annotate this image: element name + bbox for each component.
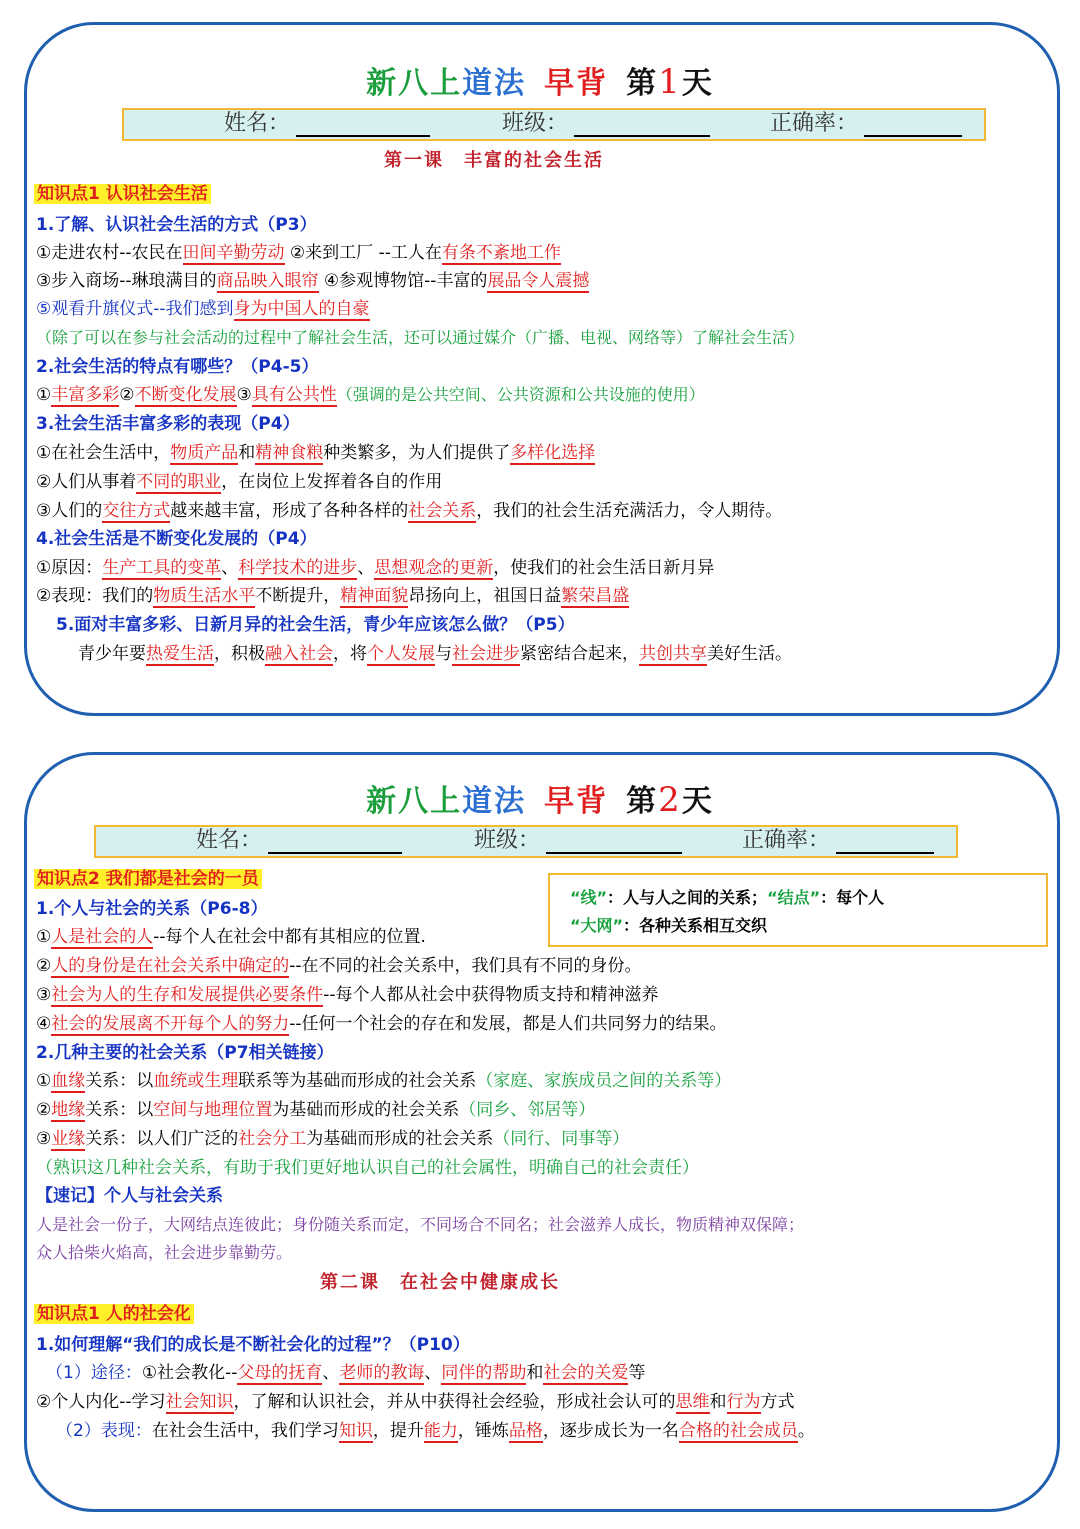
name-blank[interactable]: [268, 832, 402, 854]
rate-blank[interactable]: [836, 832, 934, 854]
quick-memo-header: 【速记】个人与社会关系: [36, 1186, 223, 1206]
class-blank[interactable]: [546, 832, 682, 854]
question-3: 1.如何理解“我们的成长是不断社会化的过程”？（P10）: [36, 1335, 470, 1355]
name-label: 姓名：: [224, 111, 291, 136]
class-label: 班级：: [502, 111, 569, 136]
text-line: ②人的身份是在社会关系中确定的--在不同的社会关系中，我们具有不同的身份。: [36, 956, 642, 976]
class-label: 班级：: [474, 828, 541, 853]
note-line: （熟识这几种社会关系，有助于我们更好地认识自己的社会属性，明确自己的社会责任）: [36, 1158, 699, 1178]
text-line: ①血缘关系：以血统或生理联系等为基础而形成的社会关系（家庭、家族成员之间的关系等）: [36, 1071, 732, 1091]
text-line: ③业缘关系：以人们广泛的社会分工为基础而形成的社会关系（同行、同事等）: [36, 1129, 630, 1149]
knowledge-point-header: 知识点1 人的社会化: [34, 1301, 194, 1327]
text-line: ①丰富多彩②不断变化发展③具有公共性（强调的是公共空间、公共资源和公共设施的使用）: [36, 385, 705, 405]
text-line: ⑤观看升旗仪式--我们感到身为中国人的自豪: [36, 299, 370, 319]
day1-title: 新八上道法 早背 第1天: [366, 62, 714, 102]
text-line: ①人是社会的人--每个人在社会中都有其相应的位置.: [36, 927, 426, 947]
text-line: 青少年要热爱生活，积极融入社会，将个人发展与社会进步紧密结合起来，共创共享美好生活。: [78, 644, 792, 664]
memo-line: 人是社会一份子，大网结点连彼此；身份随关系而定，不同场合不同名；社会滋养人成长，物质精神双保障；: [36, 1215, 805, 1234]
day2-title: 新八上道法 早背 第2天: [366, 780, 714, 820]
text-line: ③步入商场--琳琅满目的商品映入眼帘 ④参观博物馆--丰富的展品令人震撼: [36, 271, 590, 291]
text-line: ③社会为人的生存和发展提供必要条件--每个人都从社会中获得物质支持和精神滋养: [36, 985, 659, 1005]
text-line: ①在社会生活中，物质产品和精神食粮种类繁多，为人们提供了多样化选择: [36, 443, 596, 463]
day1-name-bar: [122, 108, 986, 141]
question-4: 4.社会生活是不断变化发展的（P4）: [36, 529, 317, 549]
rate-blank[interactable]: [864, 115, 962, 137]
text-line: ③人们的交往方式越来越丰富，形成了各种各样的社会关系，我们的社会生活充满活力，令人期待。: [36, 501, 783, 521]
knowledge-point-header: 知识点2 我们都是社会的一员: [34, 866, 262, 892]
text-line: ④社会的发展离不开每个人的努力--任何一个社会的存在和发展，都是人们共同努力的结果。: [36, 1014, 727, 1034]
question-5: 5.面对丰富多彩、日新月异的社会生活，青少年应该怎么做？（P5）: [56, 615, 575, 635]
question-2: 2.几种主要的社会关系（P7相关链接）: [36, 1043, 334, 1063]
class-blank[interactable]: [574, 115, 710, 137]
name-label: 姓名：: [196, 828, 263, 853]
name-blank[interactable]: [296, 115, 430, 137]
text-line: ②地缘关系：以空间与地理位置为基础而形成的社会关系（同乡、邻居等）: [36, 1100, 596, 1120]
rate-label: 正确率：: [770, 111, 859, 136]
knowledge-point-header: 知识点1 认识社会生活: [34, 181, 211, 207]
text-line: ①原因：生产工具的变革、科学技术的进步、思想观念的更新，使我们的社会生活日新月异: [36, 558, 715, 578]
text-line: ②表现：我们的物质生活水平不断提升，精神面貌昂扬向上，祖国日益繁荣昌盛: [36, 586, 630, 606]
day2-name-bar: [94, 825, 958, 858]
question-2: 2.社会生活的特点有哪些？（P4-5）: [36, 357, 319, 377]
question-1: 1.了解、认识社会生活的方式（P3）: [36, 215, 317, 235]
text-line: （1）途径：①社会教化--父母的抚育、老师的教诲、同伴的帮助和社会的关爱等: [46, 1363, 646, 1383]
text-line: ②个人内化--学习社会知识，了解和认识社会，并从中获得社会经验，形成社会认可的思维和行为方式: [36, 1392, 795, 1412]
rate-label: 正确率：: [742, 828, 831, 853]
text-line: （2）表现：在社会生活中，我们学习知识，提升能力，锤炼品格，逐步成长为一名合格的社会成员。: [56, 1421, 815, 1441]
note-line: （除了可以在参与社会活动的过程中了解社会生活，还可以通过媒介（广播、电视、网络等）了解社会生活）: [36, 328, 805, 347]
text-line: ①走进农村--农民在田间辛勤劳动 ②来到工厂 --工人在有条不紊地工作: [36, 243, 561, 263]
lesson-title: 第二课 在社会中健康成长: [320, 1272, 560, 1293]
network-note-box: “线”：人与人之间的关系；“结点”：每个人 “大网”：各种关系相互交织: [548, 873, 1048, 947]
memo-line: 众人拾柴火焰高，社会进步靠勤劳。: [36, 1243, 293, 1262]
question-3: 3.社会生活丰富多彩的表现（P4）: [36, 414, 300, 434]
text-line: ②人们从事着不同的职业，在岗位上发挥着各自的作用: [36, 472, 443, 492]
lesson-title: 第一课 丰富的社会生活: [384, 150, 604, 171]
question-1: 1.个人与社会的关系（P6-8）: [36, 899, 268, 919]
